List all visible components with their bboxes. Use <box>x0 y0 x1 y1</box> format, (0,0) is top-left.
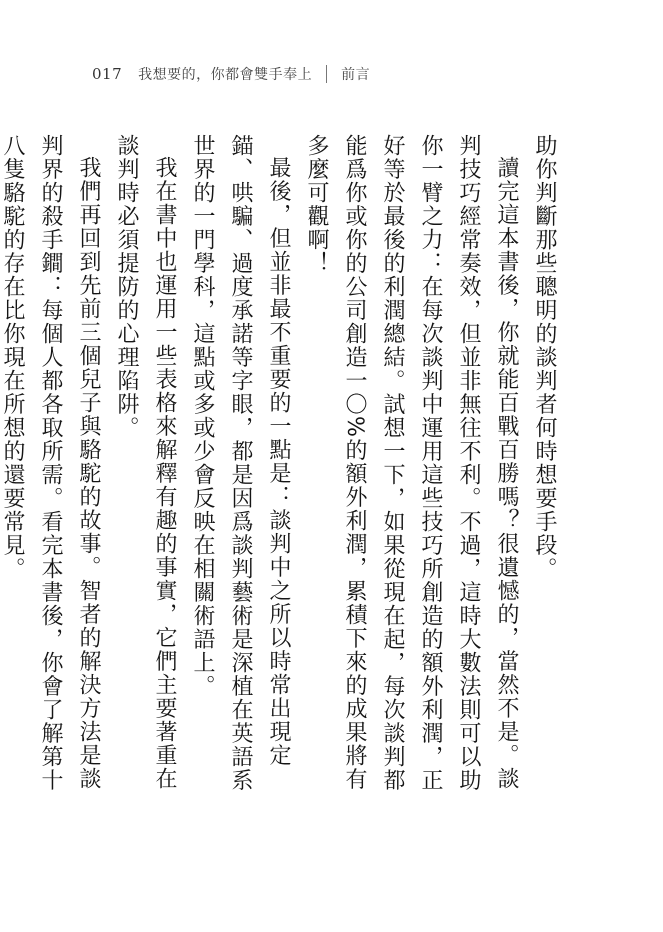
running-header <box>92 62 370 86</box>
paragraph-tables: 我在書中也運用一些表格來解釋有趣的事實，它們主要著重在談判時必須提防的心理陷阱。 <box>114 134 177 791</box>
book-title: 我想要的，你都會雙手奉上 <box>138 67 313 83</box>
paragraph-camels-story: 我們再回到先前三個兒子與駱駝的故事。智者的解決方法是談判界的殺手鐧：每個人都各取所需。看完本書後，你會了解第十八隻駱駝的存在比你現在所想的還要常見。 <box>0 134 101 792</box>
page-number: 017 <box>92 65 123 83</box>
vertical-text-body <box>0 134 563 794</box>
paragraph-win-every-time: 讀完這本書後，你就能百戰百勝嗎？很遺憾的，當然不是。談判技巧經常奏效，但並非無往不利。不過，這時大數法則可以助你一臂之力：在每次談判中運用這些技巧所創造的額外利潤，正好等於最後的利潤總結。試想一下，如果從現在起，每次談判都能爲你或你的公司創造一〇%的額外利潤，累積下來的成果將有多麼可觀啊！ <box>304 134 519 792</box>
paragraph-last-but-not-least: 最後，但並非最不重要的一點是：談判中之所以時常出現定錨、哄騙、過度承諾等字眼，都是因爲談判藝術是深植在英語系世界的一門學科，這點或多或少會反映在相關術語上。 <box>190 134 291 792</box>
chapter-title: 前言 <box>341 67 371 83</box>
paragraph-continuation: 助你判斷那些聰明的談判者何時想要手段。 <box>532 134 557 581</box>
header-divider <box>326 65 327 83</box>
